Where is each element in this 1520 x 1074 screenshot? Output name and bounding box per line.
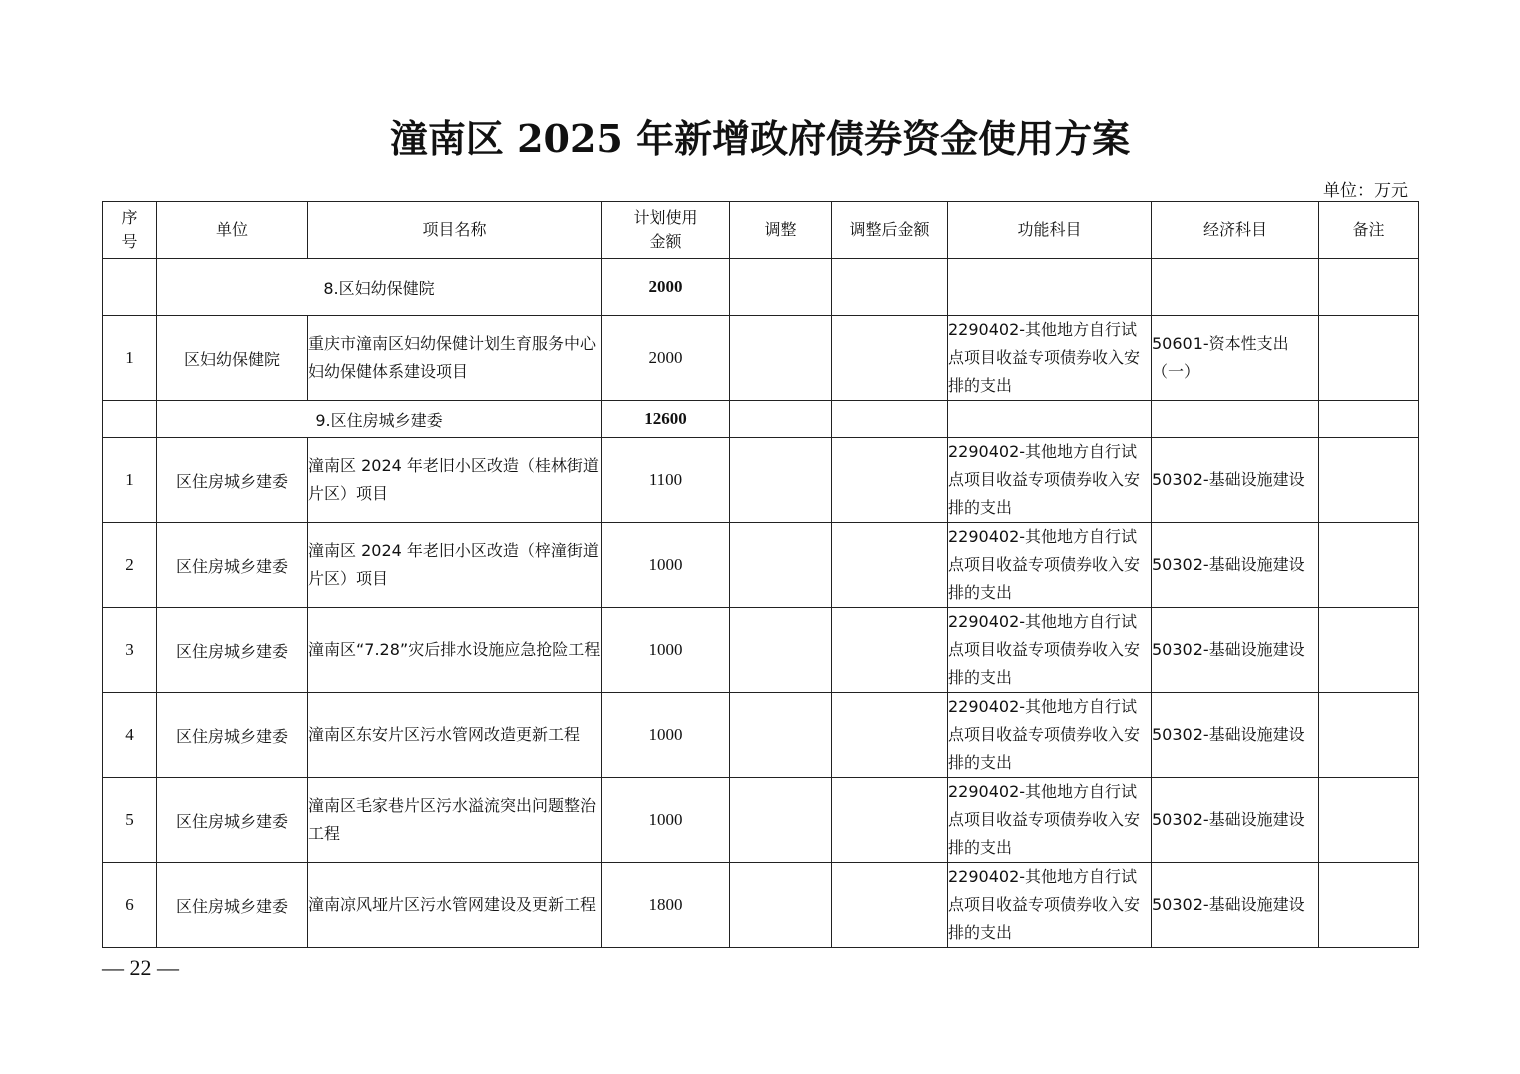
row-function-subject: 2290402-其他地方自行试点项目收益专项债券收入安排的支出 [948,778,1152,863]
row-unit: 区住房城乡建委 [157,863,308,948]
table-header-row [103,202,1419,259]
row-unit: 区住房城乡建委 [157,438,308,523]
header-seq: 序 号 [103,202,157,259]
row-function-subject: 2290402-其他地方自行试点项目收益专项债券收入安排的支出 [948,608,1152,693]
row-unit: 区住房城乡建委 [157,778,308,863]
row-amount: 1100 [602,438,730,523]
header-function-subject: 功能科目 [948,202,1152,259]
row-function-subject: 2290402-其他地方自行试点项目收益专项债券收入安排的支出 [948,316,1152,401]
row-seq: 1 [103,438,157,523]
section-name: 9.区住房城乡建委 [157,401,602,438]
row-project: 潼南区 2024 年老旧小区改造（梓潼街道片区）项目 [308,523,602,608]
section-total: 2000 [602,259,730,316]
row-unit: 区住房城乡建委 [157,693,308,778]
row-amount: 1000 [602,608,730,693]
row-unit: 区住房城乡建委 [157,608,308,693]
table-row [103,608,1419,693]
row-economic-subject: 50601-资本性支出（一） [1152,316,1319,401]
row-function-subject: 2290402-其他地方自行试点项目收益专项债券收入安排的支出 [948,438,1152,523]
row-function-subject: 2290402-其他地方自行试点项目收益专项债券收入安排的支出 [948,693,1152,778]
row-amount: 1000 [602,693,730,778]
row-function-subject: 2290402-其他地方自行试点项目收益专项债券收入安排的支出 [948,523,1152,608]
table-row [103,693,1419,778]
row-function-subject: 2290402-其他地方自行试点项目收益专项债券收入安排的支出 [948,863,1152,948]
row-seq: 4 [103,693,157,778]
header-unit: 单位 [157,202,308,259]
header-adjust: 调整 [730,202,832,259]
header-economic-subject: 经济科目 [1152,202,1319,259]
table-row [103,438,1419,523]
row-economic-subject: 50302-基础设施建设 [1152,608,1319,693]
row-seq: 1 [103,316,157,401]
row-economic-subject: 50302-基础设施建设 [1152,778,1319,863]
row-amount: 1000 [602,778,730,863]
table-row [103,863,1419,948]
row-project: 潼南区毛家巷片区污水溢流突出问题整治工程 [308,778,602,863]
header-remark: 备注 [1319,202,1419,259]
header-project: 项目名称 [308,202,602,259]
table-row [103,523,1419,608]
row-amount: 1000 [602,523,730,608]
section-total: 12600 [602,401,730,438]
header-adjusted-amount: 调整后金额 [832,202,948,259]
row-economic-subject: 50302-基础设施建设 [1152,438,1319,523]
unit-label: 单位：万元 [1323,181,1408,200]
row-seq: 5 [103,778,157,863]
document-title: 潼南区 2025 年新增政府债券资金使用方案 [389,116,1131,161]
section-row [103,401,1419,438]
row-project: 潼南区东安片区污水管网改造更新工程 [308,693,602,778]
row-project: 潼南区“7.28”灾后排水设施应急抢险工程 [308,608,602,693]
header-planned-amount: 计划使用 金额 [602,202,730,259]
row-amount: 1800 [602,863,730,948]
row-project: 潼南凉风垭片区污水管网建设及更新工程 [308,863,602,948]
row-seq: 6 [103,863,157,948]
row-project: 重庆市潼南区妇幼保健计划生育服务中心妇幼保健体系建设项目 [308,316,602,401]
section-row [103,259,1419,316]
section-name: 8.区妇幼保健院 [157,259,602,316]
table-row [103,778,1419,863]
table-row [103,316,1419,401]
row-economic-subject: 50302-基础设施建设 [1152,693,1319,778]
row-seq: 2 [103,523,157,608]
row-unit: 区住房城乡建委 [157,523,308,608]
row-economic-subject: 50302-基础设施建设 [1152,863,1319,948]
row-unit: 区妇幼保健院 [157,316,308,401]
page-number: — 22 — [102,955,179,980]
row-economic-subject: 50302-基础设施建设 [1152,523,1319,608]
row-project: 潼南区 2024 年老旧小区改造（桂林街道片区）项目 [308,438,602,523]
row-amount: 2000 [602,316,730,401]
budget-table [102,201,1419,948]
row-seq: 3 [103,608,157,693]
